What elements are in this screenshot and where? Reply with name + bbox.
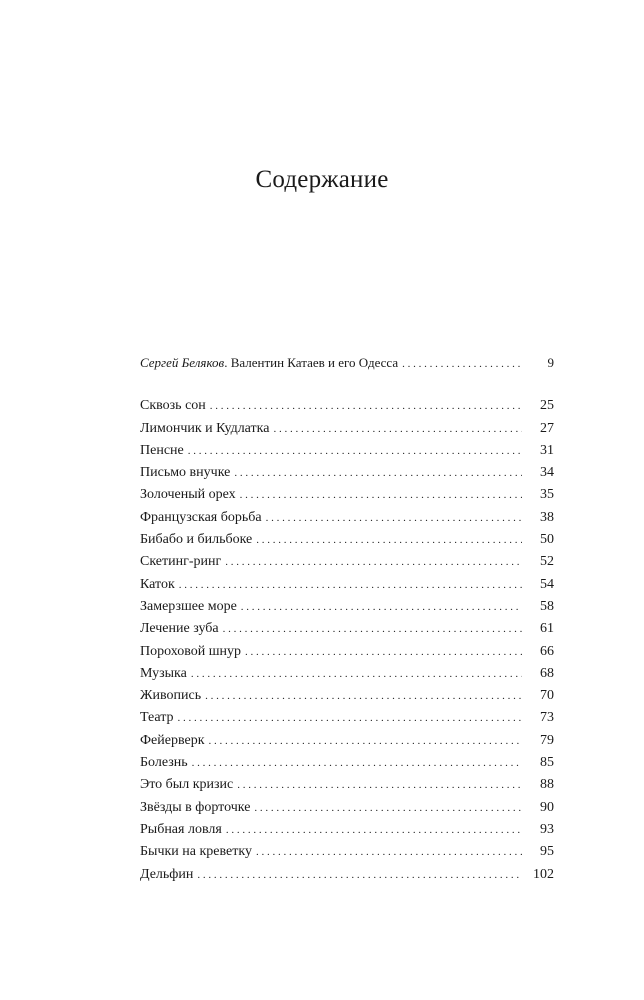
toc-entry-page: 54 <box>540 576 554 592</box>
toc-entry-page: 58 <box>540 598 554 614</box>
toc-entry-page: 79 <box>540 732 554 748</box>
toc-entry[interactable] <box>140 596 554 618</box>
table-of-contents <box>140 352 554 886</box>
dot-leader <box>205 685 522 707</box>
toc-entry[interactable] <box>140 663 554 685</box>
toc-entry-title: Театр <box>140 710 174 726</box>
dot-leader <box>197 864 522 886</box>
toc-entry-title: Лимончик и Кудлатка <box>140 420 270 436</box>
dot-leader <box>209 730 522 752</box>
toc-intro-author: Сергей Беляков <box>140 355 225 370</box>
toc-entry-title: Фейерверк <box>140 732 205 748</box>
toc-entry[interactable] <box>140 641 554 663</box>
toc-entry-page: 35 <box>540 487 554 503</box>
dot-leader <box>226 819 522 841</box>
toc-entry-title: Скетинг-ринг <box>140 554 222 570</box>
toc-entry[interactable] <box>140 841 554 863</box>
toc-entry-page: 88 <box>540 777 554 793</box>
toc-entry-title: Музыка <box>140 665 187 681</box>
toc-entry-page: 50 <box>540 532 554 548</box>
toc-entry-title: Дельфин <box>140 866 194 882</box>
dot-leader <box>178 707 522 729</box>
toc-entry-title: Пороховой шнур <box>140 643 242 659</box>
toc-entry-page: 73 <box>540 710 554 726</box>
toc-entry[interactable] <box>140 819 554 841</box>
page-title: Содержание <box>255 166 389 193</box>
toc-entry[interactable] <box>140 574 554 596</box>
toc-entry-title: Это был кризис <box>140 777 234 793</box>
toc-entry[interactable] <box>140 418 554 440</box>
toc-entry-title: Звёзды в форточке <box>140 799 251 815</box>
toc-entry[interactable] <box>140 618 554 640</box>
toc-entry-page: 68 <box>540 665 554 681</box>
toc-entry-title: Пенсне <box>140 442 184 458</box>
toc-entry-title: Рыбная ловля <box>140 821 222 837</box>
toc-entry[interactable] <box>140 730 554 752</box>
dot-leader <box>402 353 522 375</box>
toc-entry[interactable] <box>140 551 554 573</box>
toc-entry-page: 25 <box>540 398 554 414</box>
toc-entry-page: 93 <box>540 821 554 837</box>
toc-intro-title <box>140 352 398 374</box>
toc-entry[interactable] <box>140 440 554 462</box>
dot-leader <box>241 596 522 618</box>
toc-entry-page: 85 <box>540 755 554 771</box>
dot-leader <box>240 484 522 506</box>
dot-leader <box>256 529 522 551</box>
dot-leader <box>188 440 522 462</box>
toc-entry[interactable] <box>140 507 554 529</box>
toc-entry-page: 102 <box>533 866 554 882</box>
toc-entry-title: Замерзшее море <box>140 598 237 614</box>
toc-entry-list <box>140 395 554 886</box>
toc-entry-title: Золоченый орех <box>140 487 236 503</box>
toc-entry-page: 61 <box>540 621 554 637</box>
toc-entry-page: 66 <box>540 643 554 659</box>
dot-leader <box>192 752 522 774</box>
dot-leader <box>273 418 522 440</box>
dot-leader <box>254 797 522 819</box>
toc-entry[interactable] <box>140 864 554 886</box>
toc-entry-title: Живопись <box>140 688 202 704</box>
toc-entry[interactable] <box>140 462 554 484</box>
dot-leader <box>237 774 522 796</box>
toc-entry-page: 52 <box>540 554 554 570</box>
toc-entry[interactable] <box>140 774 554 796</box>
toc-entry[interactable] <box>140 395 554 417</box>
toc-entry-page: 95 <box>540 844 554 860</box>
toc-entry-page: 31 <box>540 442 554 458</box>
toc-entry-page: 34 <box>540 465 554 481</box>
toc-entry-page: 27 <box>540 420 554 436</box>
toc-entry-title: Бибабо и бильбоке <box>140 532 253 548</box>
dot-leader <box>179 574 522 596</box>
toc-entry-title: Каток <box>140 576 175 592</box>
toc-entry[interactable] <box>140 752 554 774</box>
toc-entry[interactable] <box>140 529 554 551</box>
toc-entry-title: Письмо внучке <box>140 465 231 481</box>
toc-entry[interactable] <box>140 484 554 506</box>
dot-leader <box>245 641 522 663</box>
dot-leader <box>234 462 522 484</box>
toc-entry-page: 70 <box>540 688 554 704</box>
toc-intro-title-text: . Валентин Катаев и его Одесса <box>224 355 399 370</box>
toc-entry-title: Лечение зуба <box>140 621 219 637</box>
toc-entry-title: Болезнь <box>140 755 188 771</box>
toc-intro-entry[interactable] <box>140 352 554 374</box>
dot-leader <box>266 507 522 529</box>
dot-leader <box>225 551 522 573</box>
toc-entry[interactable] <box>140 707 554 729</box>
toc-entry[interactable] <box>140 797 554 819</box>
toc-entry[interactable] <box>140 685 554 707</box>
dot-leader <box>223 618 522 640</box>
toc-entry-title: Сквозь сон <box>140 398 206 414</box>
toc-intro-page: 9 <box>547 355 554 370</box>
toc-entry-page: 90 <box>540 799 554 815</box>
toc-entry-title: Французская борьба <box>140 509 262 525</box>
dot-leader <box>191 663 522 685</box>
dot-leader <box>256 841 522 863</box>
toc-entry-page: 38 <box>540 509 554 525</box>
dot-leader <box>210 395 522 417</box>
toc-entry-title: Бычки на креветку <box>140 844 252 860</box>
